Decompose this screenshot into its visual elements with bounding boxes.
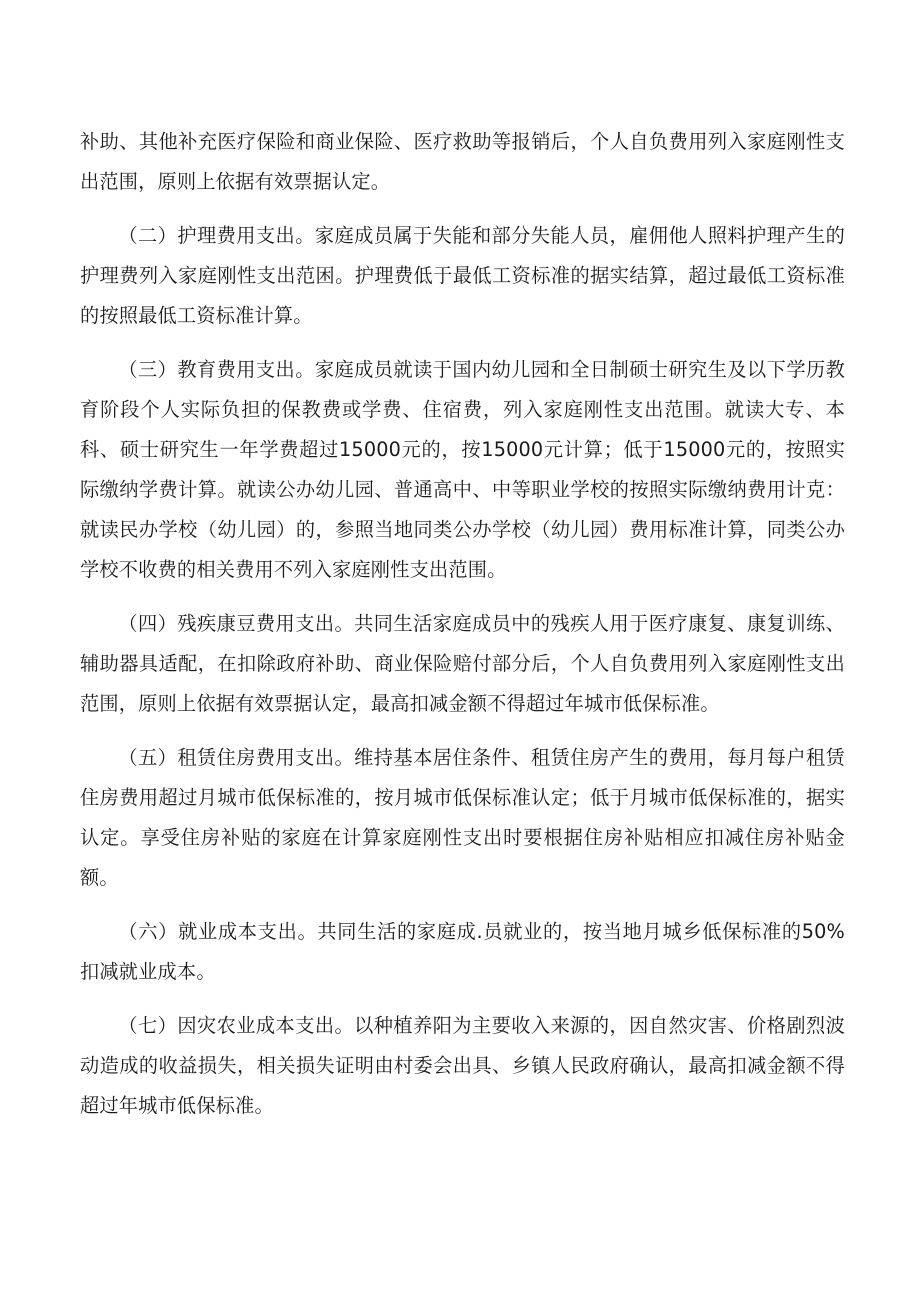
document-body (80, 122, 845, 1140)
paragraph-disability-rehab-expense: （四）残疾康豆费用支出。共同生活家庭成员中的残疾人用于医疗康复、康复训练、辅助器具适配，在扣除政府补助、商业保险赔付部分后，个人自负费用列入家庭刚性支出范围，原则上依据有效票据认定，最高扣减金额不得超过年城市低保标准。 (80, 612, 845, 715)
paragraph-medical-continued: 补助、其他补充医疗保险和商业保险、医疗救助等报销后，个人自负费用列入家庭刚性支出范围，原则上依据有效票据认定。 (80, 130, 845, 193)
paragraph-disaster-agriculture-cost: （七）因灾农业成本支出。以种植养阳为主要收入来源的，因自然灾害、价格剧烈波动造成的收益损失，相关损失证明由村委会出具、乡镇人民政府确认，最高扣减金额不得超过年城市低保标准。 (80, 1014, 845, 1117)
paragraph-education-expense: （三）教育费用支出。家庭成员就读于国内幼儿园和全日制硕士研究生及以下学历教育阶段个人实际负担的保教费或学费、住宿费，列入家庭刚性支出范围。就读大专、本科、硕士研究生一年学费超过15000元的，按15000元计算；低于15000元的，按照实际缴纳学费计算。就读公办幼儿园、普通高中、中等职业学校的按照实际缴纳费用计克：就读民办学校（幼儿园）的，参照当地同类公办学校（幼儿园）费用标准计算，同类公办学校不收费的相关费用不列入家庭刚性支出范围。 (80, 358, 845, 581)
paragraph-employment-cost: （六）就业成本支出。共同生活的家庭成.员就业的，按当地月城乡低保标准的50%扣减就业成本。 (80, 920, 845, 983)
paragraph-nursing-expense: （二）护理费用支出。家庭成员属于失能和部分失能人员，雇佣他人照料护理产生的护理费列入家庭刚性支出范困。护理费低于最低工资标准的据实结算，超过最低工资标准的按照最低工资标准计算。 (80, 224, 845, 327)
paragraph-rental-housing-expense: （五）租赁住房费用支出。维持基本居住条件、租赁住房产生的费用，每月每户租赁住房费用超过月城市低保标准的，按月城市低保标准认定；低于月城市低保标准的，据实认定。享受住房补贴的家庭在计算家庭刚性支出时要根据住房补贴相应扣减住房补贴金额。 (80, 746, 845, 889)
